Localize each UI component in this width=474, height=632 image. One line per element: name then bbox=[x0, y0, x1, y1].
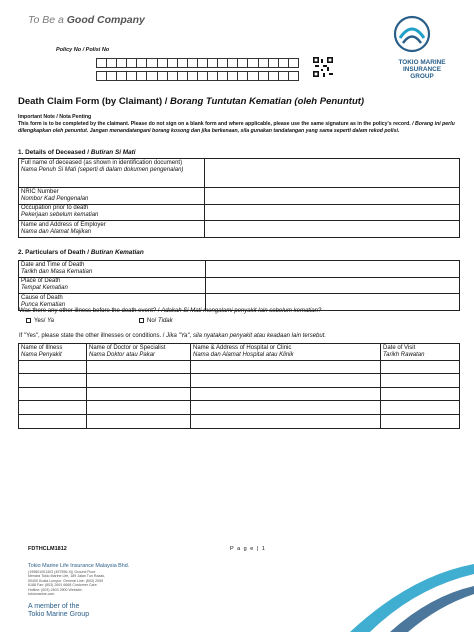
table-row: Cause of Death Punca Kematian bbox=[19, 294, 460, 311]
col-doctor-header: Name of Doctor or Specialist Nama Doktor atau Pakar bbox=[87, 344, 191, 361]
decorative-swoosh-icon bbox=[330, 556, 474, 632]
company-address: (199801001403 (457556-X)) Ground Floor Menara Tokio Marine Life, 189 Jalan Tun Razak, 50400 Kuala Lumpur. General Line: (603) 2059 6188 Fax: (603) 2691 6668 Customer Care Hotline: (603) 2603 3900 Website: tokiomarine.com bbox=[28, 570, 106, 597]
table-row: Date and Time of Death Tarikh dan Masa Kematian bbox=[19, 261, 460, 278]
important-note-heading: Important Note / Nota Penting bbox=[18, 114, 92, 120]
section-2-heading: 2. Particulars of Death / Butiran Kematian bbox=[18, 249, 144, 256]
page-number: P a g e | 1 bbox=[230, 546, 266, 552]
table-row: NRIC Number Nombor Kad Pengenalan bbox=[19, 188, 460, 205]
full-name-field[interactable] bbox=[205, 159, 460, 188]
table-row[interactable] bbox=[19, 401, 460, 415]
group-member-note: A member of the Tokio Marine Group bbox=[28, 603, 90, 618]
table-row: Name and Address of Employer Nama dan Alamat Majikan bbox=[19, 221, 460, 238]
important-note-text: This form is to be completed by the claimant. Please do not sign on a blank form and where applicable, please use the same signature as in the policy's record. / Borang ini perlu dilengkapkan oleh penuntut. Jangan menandatangani borang kosong dan jika berkenaan, sila gunakan tandatangan yang sama seperti dalam rekod polisi. bbox=[18, 121, 455, 134]
if-yes-instruction: If "Yes", please state the other illnesses or conditions. / Jika "Ya", sila nyatakan penyakit atau keadaan lain tersebut. bbox=[19, 333, 327, 339]
qr-code-icon bbox=[313, 57, 333, 77]
section-1-heading: 1. Details of Deceased / Butiran Si Mati bbox=[18, 149, 136, 156]
policy-number-label: Policy No / Polisi No bbox=[56, 47, 110, 53]
no-option[interactable]: No/ Tidak bbox=[139, 318, 173, 325]
other-illness-question: Was there any other illness before the death event? / Adakah Si Mati mengalami penyakit lain sebelum kematian? bbox=[19, 308, 322, 314]
company-name: Tokio Marine Life Insurance Malaysia Bhd. bbox=[28, 563, 130, 569]
table-row: Place of Death Tempat Kematian bbox=[19, 277, 460, 294]
table-row[interactable] bbox=[19, 374, 460, 388]
table-row: Full name of deceased (as shown in identification document) Nama Penuh Si Mati (seperti di dalam dokumen pengenalan) bbox=[19, 159, 460, 188]
policy-number-boxes-row2[interactable] bbox=[96, 71, 299, 81]
form-title: Death Claim Form (by Claimant) / Borang Tuntutan Kematian (oleh Penuntut) bbox=[18, 96, 365, 107]
col-illness-header: Name of Illness Nama Penyakit bbox=[19, 344, 87, 361]
date-time-of-death-field[interactable] bbox=[206, 261, 460, 278]
no-checkbox[interactable] bbox=[139, 318, 144, 323]
tagline: To Be a Good Company bbox=[28, 14, 145, 26]
logo-text-line2: INSURANCE GROUP bbox=[403, 66, 441, 80]
form-code: FDTHCLM1812 bbox=[28, 546, 67, 552]
yes-checkbox[interactable] bbox=[26, 318, 31, 323]
tokio-marine-logo-icon bbox=[392, 14, 432, 54]
yes-option[interactable]: Yes/ Ya bbox=[26, 318, 54, 325]
employer-field[interactable] bbox=[205, 221, 460, 238]
col-hospital-header: Name & Address of Hospital or Clinic Nama dan Alamat Hospital atau Klinik bbox=[191, 344, 381, 361]
policy-number-boxes-row1[interactable] bbox=[96, 58, 299, 68]
col-date-header: Date of Visit Tarikh Rawatan bbox=[381, 344, 460, 361]
table-row[interactable] bbox=[19, 360, 460, 374]
table-row[interactable] bbox=[19, 414, 460, 428]
table-row[interactable] bbox=[19, 387, 460, 401]
nric-field[interactable] bbox=[205, 188, 460, 205]
occupation-field[interactable] bbox=[205, 204, 460, 221]
company-logo bbox=[392, 14, 452, 80]
deceased-details-table bbox=[18, 158, 460, 238]
place-of-death-field[interactable] bbox=[206, 277, 460, 294]
death-particulars-table bbox=[18, 260, 460, 311]
other-illnesses-table bbox=[18, 343, 460, 429]
logo-text-line1: TOKIO MARINE bbox=[398, 59, 446, 66]
table-header-row bbox=[19, 344, 460, 361]
table-row: Occupation prior to death Pekerjaan sebelum kematian bbox=[19, 204, 460, 221]
